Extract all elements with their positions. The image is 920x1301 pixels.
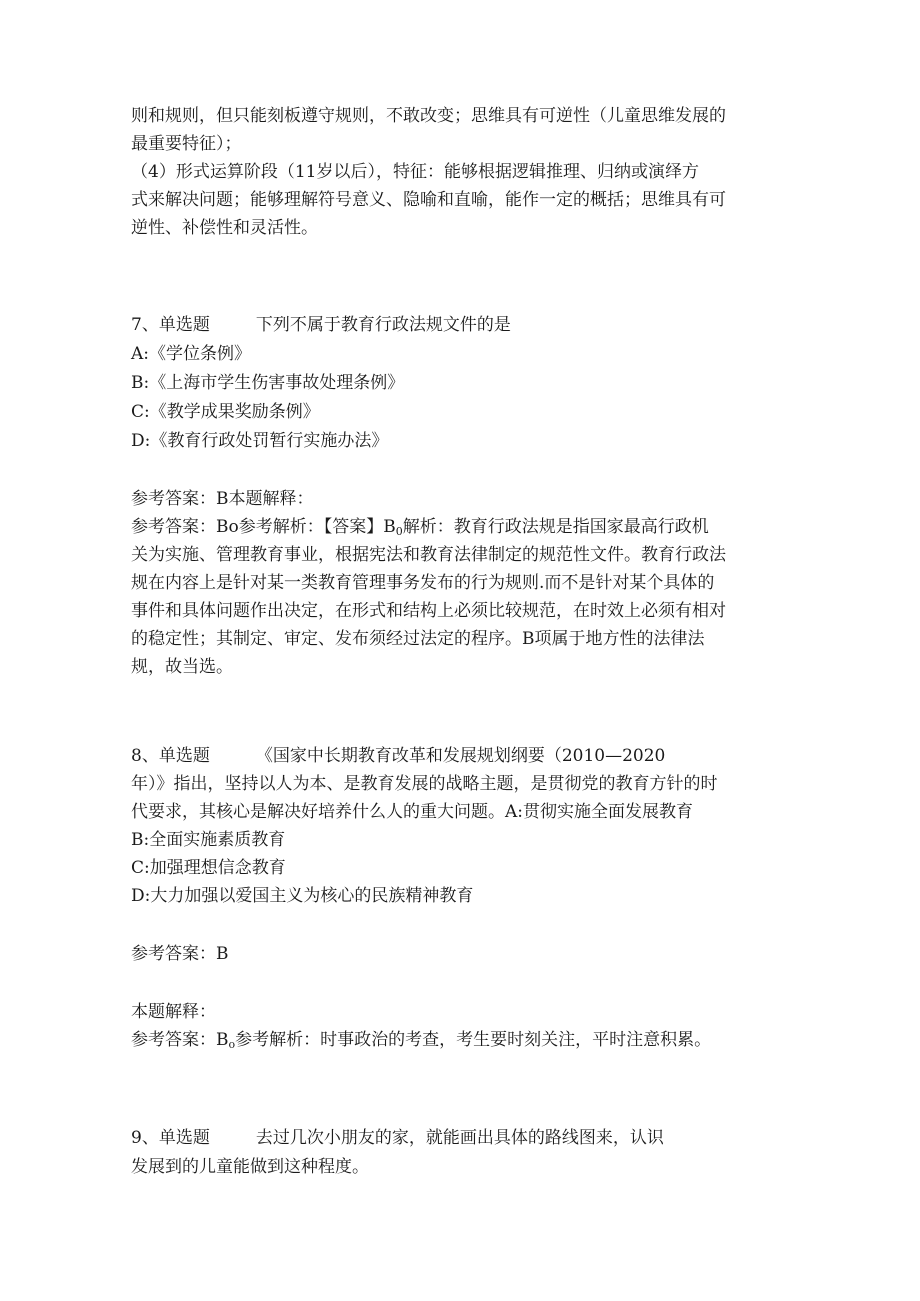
question-7-explanation-line: 规在内容上是针对某一类教育管理事务发布的行为规则.而不是针对某个具体的 <box>131 573 715 593</box>
question-7-explanation-line <box>131 517 709 539</box>
question-9-stem-line: 发展到的儿童能做到这种程度。 <box>131 1157 369 1177</box>
question-7-header <box>131 315 511 335</box>
question-7-explanation-line: 规，故当选。 <box>131 657 233 677</box>
question-7-option-a: A:《学位条例》 <box>131 344 252 364</box>
intro-line: 最重要特征）； <box>131 134 242 154</box>
explanation-text: 参考答案：Bo参考解析：【答案】B <box>131 517 396 537</box>
question-7-option-d: D:《教育行政处罚暂行实施办法》 <box>131 431 389 451</box>
question-8-option-d: D:大力加强以爱国主义为核心的民族精神教育 <box>131 886 474 906</box>
question-9-number: 9、单选题 <box>131 1128 210 1148</box>
question-8-option-c: C:加强理想信念教育 <box>131 858 286 878</box>
question-8-answer: 参考答案：B <box>131 944 229 964</box>
question-8-option-b: B:全面实施素质教育 <box>131 830 286 850</box>
question-9-header <box>131 1128 664 1148</box>
explanation-text: 解析：教育行政法规是指国家最高行政机 <box>402 517 709 537</box>
question-7-number: 7、单选题 <box>131 315 210 335</box>
explanation-text: 参考解析：时事政治的考查，考生要时刻关注，平时注意积累。 <box>235 1030 712 1050</box>
intro-line: 则和规则，但只能刻板遵守规则，不敢改变；思维具有可逆性（儿童思维发展的 <box>131 106 726 126</box>
question-7-answer: 参考答案：B本题解释： <box>131 489 314 509</box>
explanation-text: 参考答案：B <box>131 1030 229 1050</box>
question-8-explanation-line <box>131 1030 711 1052</box>
intro-line: （4）形式运算阶段（11岁以后），特征：能够根据逻辑推理、归纳或演绎方 <box>131 162 699 182</box>
intro-line: 逆性、补偿性和灵活性。 <box>131 218 318 238</box>
question-8-stem-line: 代要求，其核心是解决好培养什么人的重大问题。A:贯彻实施全面发展教育 <box>131 802 694 822</box>
question-9-stem: 去过几次小朋友的家，就能画出具体的路线图来，认识 <box>255 1128 664 1148</box>
question-7-explanation-line: 的稳定性；其制定、审定、发布须经过法定的程序。B项属于地方性的法律法 <box>131 629 705 649</box>
intro-line: 式来解决问题；能够理解符号意义、隐喻和直喻，能作一定的概括；思维具有可 <box>131 190 726 210</box>
question-7-stem: 下列不属于教育行政法规文件的是 <box>255 315 511 335</box>
question-7-explanation-line: 事件和具体问题作出决定，在形式和结构上必须比较规范，在时效上必须有相对 <box>131 601 726 621</box>
question-7-option-c: C:《教学成果奖励条例》 <box>131 402 320 422</box>
question-7-explanation-line: 关为实施、管理教育事业，根据宪法和教育法律制定的规范性文件。教育行政法 <box>131 545 726 565</box>
question-7-option-b: B:《上海市学生伤害事故处理条例》 <box>131 373 405 393</box>
explanation-subscript: o <box>228 1038 236 1051</box>
question-8-stem-line: 年）》指出，坚持以人为本、是教育发展的战略主题，是贯彻党的教育方针的时 <box>131 774 718 794</box>
question-8-stem: 《国家中长期教育改革和发展规划纲要（2010—2020 <box>255 746 666 766</box>
question-8-number: 8、单选题 <box>131 746 210 766</box>
explanation-subscript: 0 <box>395 525 403 538</box>
question-8-header <box>131 746 665 766</box>
question-8-explanation-label: 本题解释： <box>131 1002 216 1022</box>
